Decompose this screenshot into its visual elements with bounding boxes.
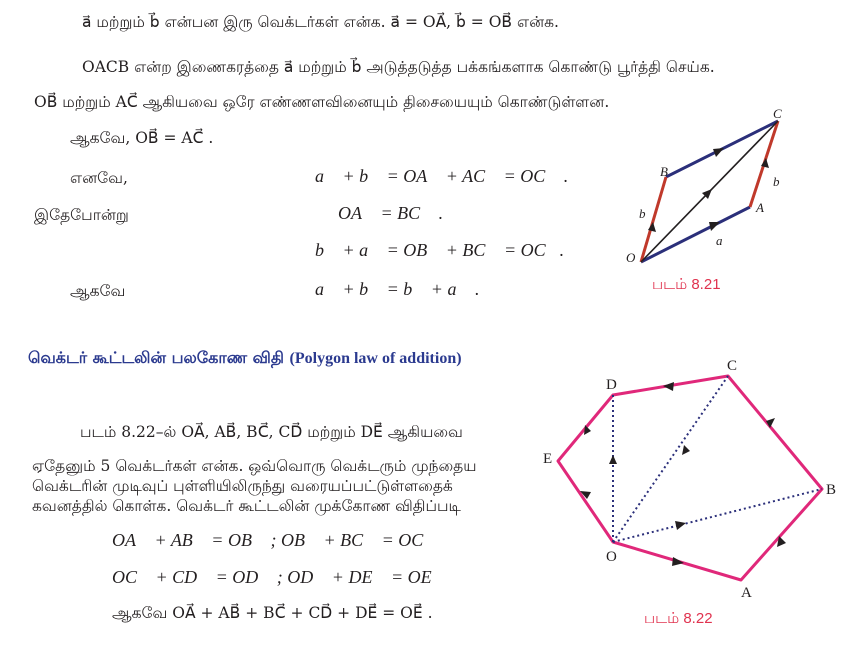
label-C: C bbox=[773, 106, 782, 121]
equal-vectors-line: OB⃗ மற்றும் AC⃗ ஆகியவை ஒரே எண்ணளவினையும் திசையையும் கொண்டுள்ளன. bbox=[34, 93, 610, 111]
arrow-CD bbox=[663, 382, 674, 391]
row-expr-4: a⃗ + b⃗ = b⃗ + a⃗ . bbox=[315, 279, 480, 299]
label-vec-b-right: b⃗ bbox=[773, 174, 790, 189]
row-label-2: இதேபோன்று bbox=[34, 206, 129, 224]
therefore-line: ஆகவே, OB⃗ = AC⃗ . bbox=[70, 129, 214, 147]
paragraph-line-1: படம் 8.22–ல் OA⃗, AB⃗, BC⃗, CD⃗ மற்றும் DE⃗ ஆகியவை bbox=[80, 423, 463, 441]
label-B: B bbox=[826, 482, 837, 498]
pentagon-path bbox=[558, 376, 822, 580]
label-O: O bbox=[626, 250, 636, 265]
paragraph-line-2: ஏதேனும் 5 வெக்டர்கள் என்க. ஒவ்வொரு வெக்டரும் முந்தைய bbox=[32, 457, 477, 475]
heading-english: (Polygon law of addition) bbox=[289, 350, 462, 367]
row-label-1: எனவே, bbox=[70, 169, 128, 187]
arrow-diag-OC bbox=[682, 445, 690, 455]
row-expr-3: b⃗ + a⃗ = OB⃗ + BC⃗ = OC⃗. bbox=[315, 240, 565, 260]
label-B: B bbox=[660, 164, 668, 179]
row-expr-1: a⃗ + b⃗ = OA⃗ + AC⃗ = OC⃗ . bbox=[315, 166, 569, 186]
label-O: O bbox=[606, 549, 617, 565]
label-A: A bbox=[756, 200, 764, 215]
paragraph-line-3: வெக்டரின் முடிவுப் புள்ளியிலிருந்து வரையப்பட்டுள்ளதைக் bbox=[32, 477, 453, 495]
arrow-diag-OB bbox=[675, 521, 686, 530]
diagonal-OB bbox=[613, 489, 822, 542]
label-A: A bbox=[741, 585, 752, 601]
figure-caption-8-22: படம் 8.22 bbox=[644, 610, 713, 627]
heading-tamil: வெக்டர் கூட்டலின் பலகோண விதி bbox=[28, 348, 284, 367]
row-expr-2: OA⃗ = BC⃗ . bbox=[338, 203, 444, 223]
equation-line-2: OC⃗ + CD⃗ = OD⃗ ; OD⃗ + DE⃗ = OE⃗ bbox=[112, 567, 446, 587]
label-vec-b-left: b⃗ bbox=[639, 206, 656, 221]
equation-line-3: ஆகவே OA⃗ + AB⃗ + BC⃗ + CD⃗ + DE⃗ = OE⃗ . bbox=[112, 604, 433, 622]
label-vec-a: a⃗ bbox=[716, 233, 733, 248]
figure-caption-8-21: படம் 8.21 bbox=[652, 276, 721, 293]
parallelogram-line: OACB என்ற இணைகரத்தை a⃗ மற்றும் b⃗ அடுத்தடுத்த பக்கங்களாக கொண்டு பூர்த்தி செய்க. bbox=[82, 58, 715, 76]
label-D: D bbox=[606, 377, 617, 393]
polygon-diagram bbox=[558, 376, 822, 580]
paragraph-line-4: கவனத்தில் கொள்க. வெக்டர் கூட்டலின் முக்கோண விதிப்படி bbox=[32, 497, 461, 515]
intro-line: a⃗ மற்றும் b⃗ என்பன இரு வெக்டர்கள் என்க. a⃗ = OA⃗, b⃗ = OB⃗ என்க. bbox=[82, 13, 559, 31]
arrow-BC bbox=[766, 418, 775, 428]
label-E: E bbox=[543, 451, 553, 467]
label-C: C bbox=[727, 358, 738, 374]
row-label-4: ஆகவே bbox=[70, 282, 126, 300]
arrow-diag-OD bbox=[609, 455, 617, 464]
equation-line-1: OA⃗ + AB⃗ = OB⃗ ; OB⃗ + BC⃗ = OC⃗ bbox=[112, 530, 438, 550]
